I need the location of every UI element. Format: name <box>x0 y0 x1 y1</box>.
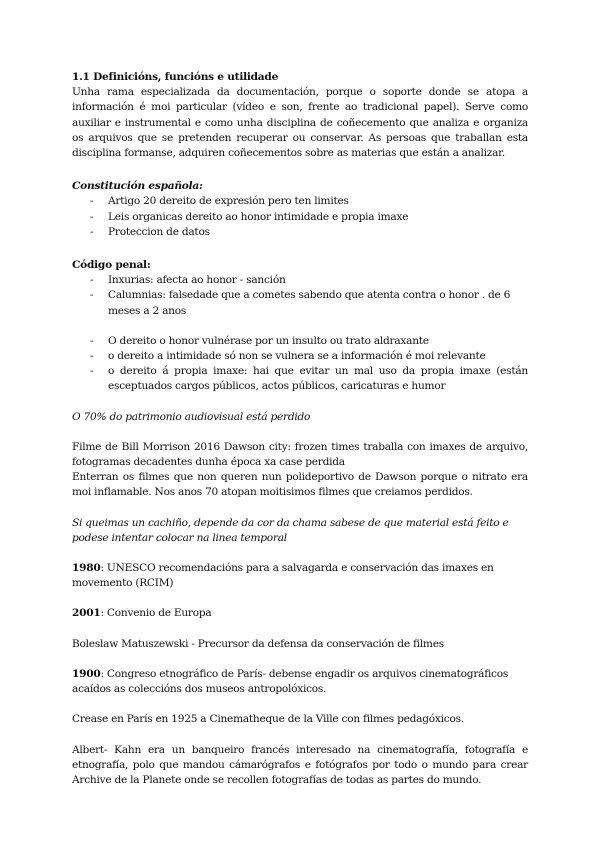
constitucion-heading: Constitución española: <box>72 180 203 193</box>
intro-paragraph: Unha rama especializada da documentación, porque o soporte donde se atopa a información é moi particular (vídeo e son, frente ao tradicional papel). Serve como auxiliar e instrumental e como unha disciplina de coñecemento que analiza e organiza os arquivos que se pretenden recuperar ou conservar. As persoas que traballan esta disciplina formanse, adquiren coñecementos sobre as materias que están a analizar. <box>72 86 528 160</box>
entry-1980 <box>72 561 528 591</box>
entry-1980-text: : UNESCO recomendacións para a salvagarda e conservación das imaxes en movemento (RCIM) <box>72 562 494 590</box>
cachino-note: Si queimas un cachiño, depende da cor da chama sabese de que material está feito e podese intentar colocar na linea temporal <box>72 516 509 544</box>
list-item: - Artigo 20 dereito de expresión pero ten limites <box>72 194 528 209</box>
list-item: - Leis organicas dereito ao honor intimidade e propia imaxe <box>72 210 528 225</box>
list-item: - Inxurias: afecta ao honor - sanción <box>72 273 528 288</box>
dawson-paragraph: Enterran os filmes que non queren nun polideportivo de Dawson porque o nitrato era moi inflamable. Nos anos 70 atopan moitisimos filmes que creiamos perdidos. <box>72 471 528 499</box>
codigo-heading: Código penal: <box>72 259 151 272</box>
kahn-paragraph: Albert- Kahn era un banqueiro francés interesado na cinematografía, fotografía e etnografía, polo que mandou cámarógrafos e fotógrafos por todo o mundo para crear Archive de la Planete onde se recollen fotografías de todas as partes do mundo. <box>72 743 528 786</box>
entry-1900 <box>72 667 528 697</box>
year-2001: 2001 <box>72 607 101 620</box>
list-item: - o dereito á propia imaxe: hai que evitar un mal uso da propia imaxe (están esceptuados cargos públicos, actos públicos, caricaturas e humor <box>72 364 528 394</box>
crease-line: Crease en París en 1925 a Cinematheque de la Ville con filmes pedagóxicos. <box>72 713 464 726</box>
entry-2001 <box>72 606 528 621</box>
codigo-list <box>72 273 528 319</box>
list-item: - Calumnias: falsedade que a cometes sabendo que atenta contra o honor . de 6 meses a 2 anos <box>72 288 528 318</box>
patrimonio-note: O 70% do patrimonio audiovisual está perdido <box>72 410 311 423</box>
boleslaw-line: Boleslaw Matuszewski - Precursor da defensa da conservación de filmes <box>72 637 444 650</box>
document-page <box>72 70 528 788</box>
year-1980: 1980 <box>72 562 101 575</box>
list-item: - Proteccion de datos <box>72 225 528 240</box>
morrison-paragraph: Filme de Bill Morrison 2016 Dawson city: frozen times traballa con imaxes de arquivo, fotogramas decadentes dunha época xa case perdida <box>72 440 528 469</box>
entry-1900-text: : Congreso etnográfico de París- debense engadir os arquivos cinematográficos acaídos as coleccións dos museos antropolóxicos. <box>72 667 509 696</box>
list-item: - O dereito o honor vulnérase por un insulto ou trato aldraxante <box>72 334 528 349</box>
constitucion-list <box>72 194 528 240</box>
section-title: 1.1 Definicións, funcións e utilidade <box>72 71 279 83</box>
dereitos-list <box>72 334 528 395</box>
list-item: - o dereito a intimidade só non se vulnera se a información é moi relevante <box>72 349 528 364</box>
year-1900: 1900 <box>72 667 101 680</box>
entry-2001-text: : Convenio de Europa <box>100 607 212 620</box>
